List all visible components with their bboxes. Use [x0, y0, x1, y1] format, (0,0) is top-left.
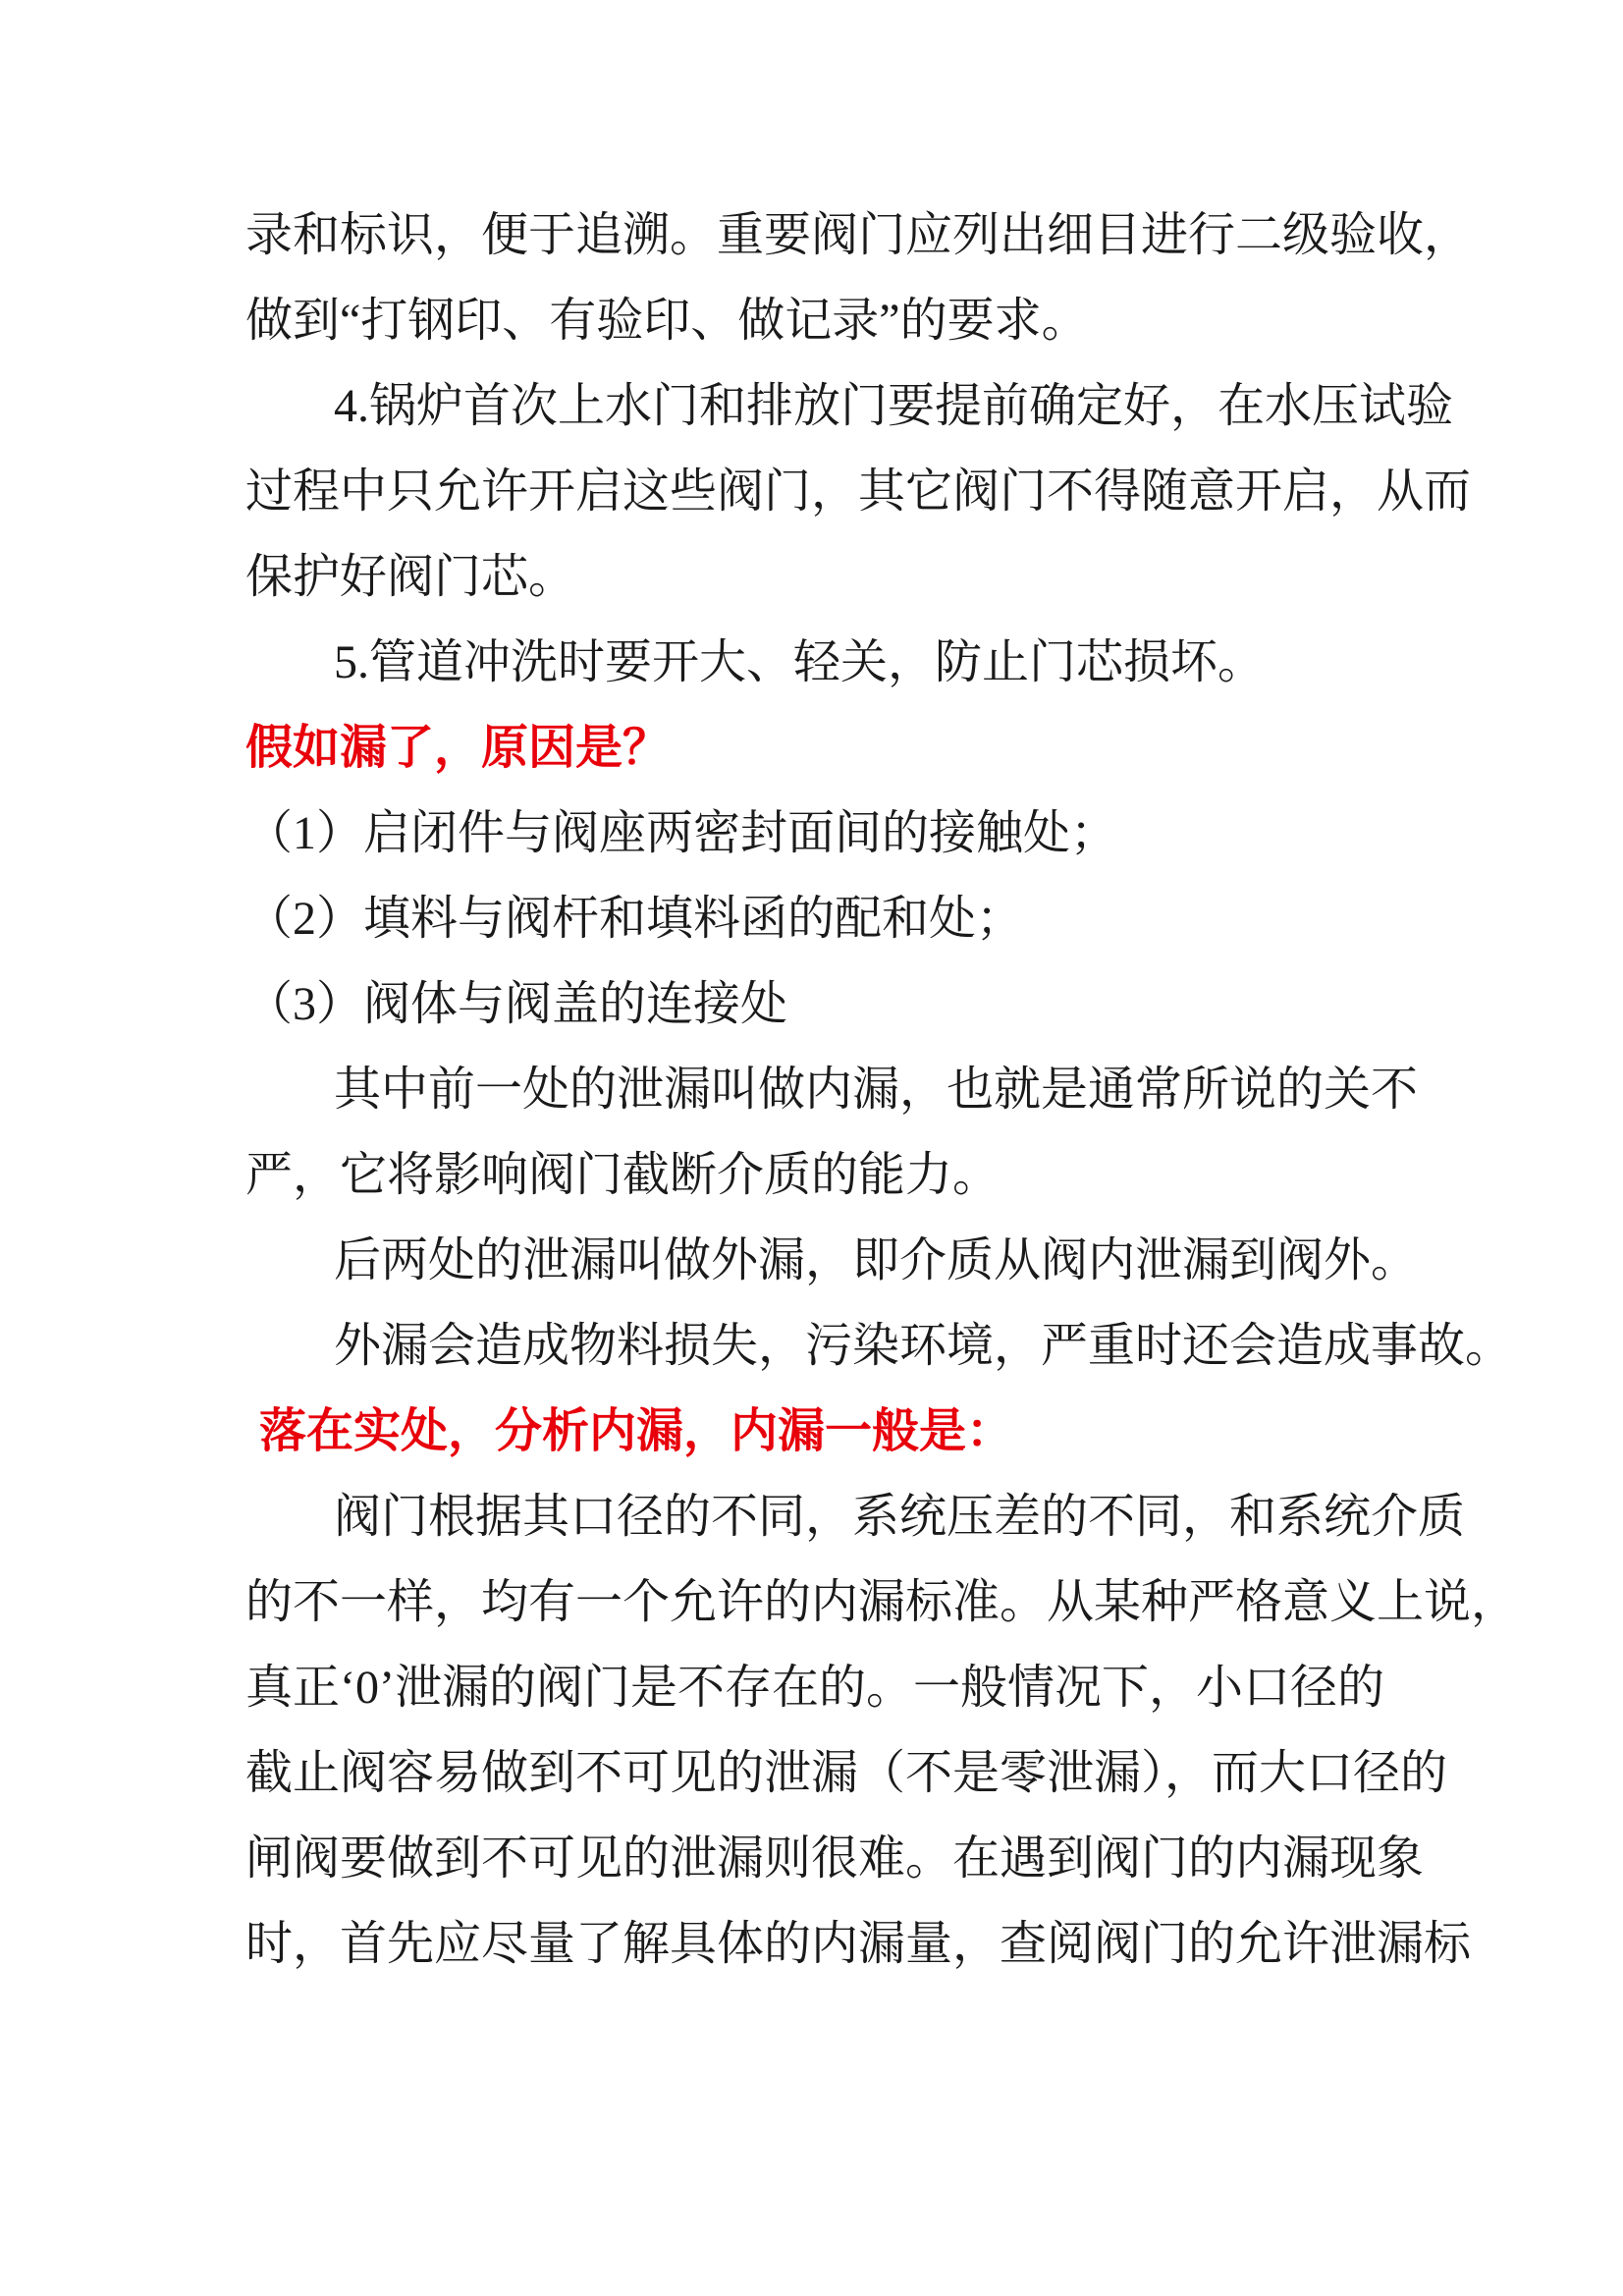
- text-line: 保护好阀门芯。: [245, 551, 576, 603]
- list-item-5: 5.管道冲洗时要开大、轻关，防止门芯损坏。: [334, 636, 1266, 688]
- text-line: 严，它将影响阀门截断介质的能力。: [245, 1149, 1001, 1201]
- text-line: 真正‘0’泄漏的阀门是不存在的。一般情况下，小口径的: [245, 1662, 1384, 1714]
- text-line: 时，首先应尽量了解具体的内漏量，查阅阀门的允许泄漏标: [245, 1918, 1472, 1970]
- list-item-2: （2）填料与阀杆和填料函的配和处；: [245, 893, 1024, 945]
- section-heading-internal-leak: 落在实处，分析内漏，内漏一般是：: [259, 1405, 1014, 1457]
- document-body: [245, 192, 1519, 1987]
- section-heading-leak-causes: 假如漏了，原因是？: [245, 722, 671, 774]
- list-item-4: 4.锅炉首次上水门和排放门要提前确定好，在水压试验: [334, 380, 1454, 432]
- text-line: 其中前一处的泄漏叫做内漏，也就是通常所说的关不: [334, 1064, 1419, 1116]
- text-line: 截止阀容易做到不可见的泄漏（不是零泄漏），而大口径的: [245, 1747, 1448, 1799]
- text-line: 做到“打钢印、有验印、做记录”的要求。: [245, 295, 1089, 347]
- text-line: 过程中只允许开启这些阀门，其它阀门不得随意开启，从而: [245, 465, 1472, 518]
- text-line: 闸阀要做到不可见的泄漏则很难。在遇到阀门的内漏现象: [245, 1832, 1425, 1885]
- text-line: 的不一样，均有一个允许的内漏标准。从某种严格意义上说，: [245, 1576, 1519, 1628]
- text-line: 后两处的泄漏叫做外漏，即介质从阀内泄漏到阀外。: [334, 1234, 1419, 1286]
- list-item-1: （1）启闭件与阀座两密封面间的接触处；: [245, 807, 1118, 859]
- text-line: 录和标识，便于追溯。重要阀门应列出细目进行二级验收，: [245, 209, 1472, 261]
- text-line: 外漏会造成物料损失，污染环境，严重时还会造成事故。: [334, 1320, 1513, 1372]
- text-line: 阀门根据其口径的不同，系统压差的不同，和系统介质: [334, 1491, 1466, 1543]
- list-item-3: （3）阀体与阀盖的连接处: [245, 978, 788, 1030]
